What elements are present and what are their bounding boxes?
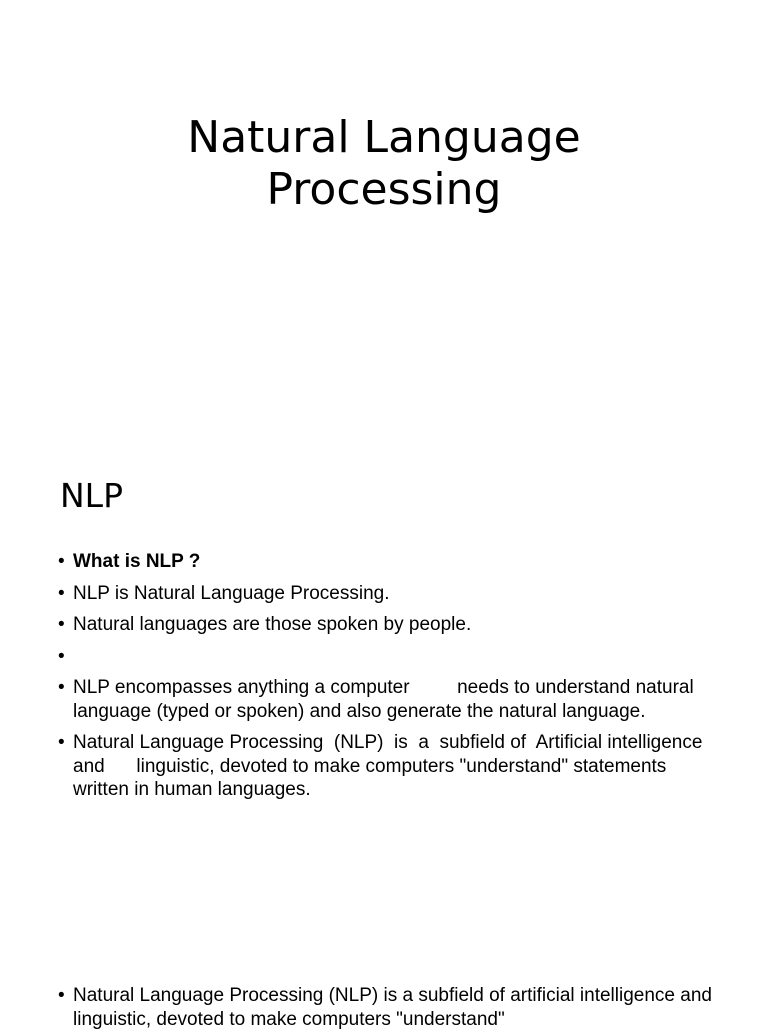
list-item: [58, 676, 718, 723]
bullet-text: NLP encompasses anything a computer needs to understand natural language (typed or spoken) and also generate the natural language.: [73, 677, 699, 722]
slide-title: [0, 112, 768, 216]
slide-title-line-2: Processing: [266, 164, 502, 215]
bullet-text: Natural Language Processing (NLP) is a subfield of Artificial intelligence and linguistic, devoted to make computers "understand" statements written in human languages.: [73, 732, 708, 800]
list-item: [58, 550, 718, 574]
section-heading: NLP: [60, 476, 123, 515]
bullet-text: Natural languages are those spoken by people.: [73, 614, 472, 635]
bullet-text: Natural Language Processing (NLP) is a subfield of artificial intelligence and linguistic, devoted to make computers "understand": [73, 985, 712, 1030]
bullet-list: [58, 550, 718, 810]
list-item-empty: [58, 645, 718, 669]
list-item: [58, 582, 718, 606]
slide-title-line-1: Natural Language: [187, 112, 581, 163]
bullet-text: What is NLP ?: [73, 551, 201, 572]
list-item: [58, 613, 718, 637]
list-item: [58, 731, 718, 802]
bullet-text: NLP is Natural Language Processing.: [73, 582, 390, 604]
